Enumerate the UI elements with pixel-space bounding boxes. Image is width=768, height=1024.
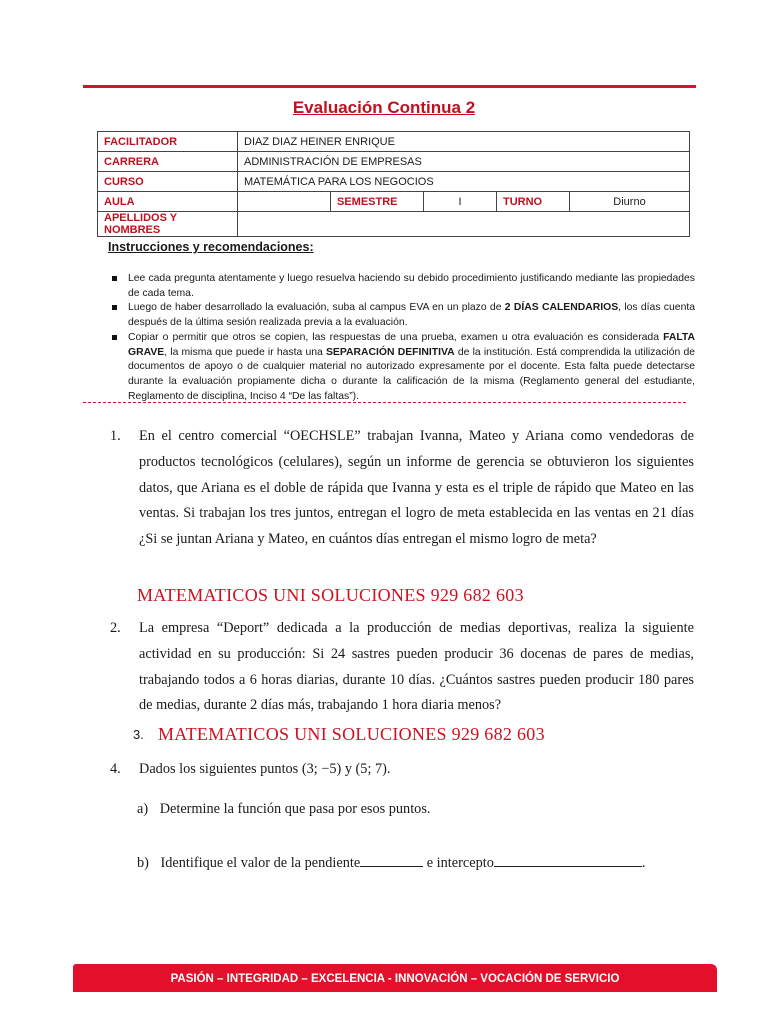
question-4-text: Dados los siguientes puntos (3; −5) y (5; 7). <box>139 761 391 777</box>
question-4 <box>112 757 694 783</box>
footer-motto: PASIÓN – INTEGRIDAD – EXCELENCIA - INNOVACIÓN – VOCACIÓN DE SERVICIO <box>170 973 620 985</box>
list-item: Luego de haber desarrollado la evaluación, suba al campus EVA en un plazo de 2 DÍAS CALENDARIOS, los días cuenta después de la última sesión realizada previa a la evaluación. <box>109 301 695 330</box>
semestre-label: SEMESTRE <box>331 192 424 212</box>
info-table <box>97 131 690 237</box>
question-4b <box>137 854 645 872</box>
slope-answer-blank[interactable] <box>360 854 423 867</box>
table-row <box>98 172 690 192</box>
question-1 <box>112 424 694 553</box>
question-2-text: La empresa “Deport” dedicada a la producción de medias deportivas, realiza la siguiente actividad en su producción: Si 24 sastres pueden producir 36 docenas de pares de medias, trabajando todos a 6 horas diarias, durante 10 días. ¿Cuántos sastres pueden producir 180 pares de medias, durante 2 días más, trabajando 1 hora diaria menos? <box>139 620 694 714</box>
aula-value <box>238 192 331 212</box>
aula-label: AULA <box>98 192 238 212</box>
table-row <box>98 152 690 172</box>
turno-value: Diurno <box>570 192 690 212</box>
question-4a-label: a) <box>137 801 149 817</box>
carrera-value: ADMINISTRACIÓN DE EMPRESAS <box>238 152 690 172</box>
question-4b-end: . <box>641 855 646 871</box>
curso-value: MATEMÁTICA PARA LOS NEGOCIOS <box>238 172 690 192</box>
intercept-answer-blank[interactable] <box>494 854 642 867</box>
question-4b-label: b) <box>137 855 149 871</box>
question-4b-text-intercept: e intercepto <box>423 855 494 871</box>
semestre-value: I <box>424 192 497 212</box>
footer-banner <box>73 964 717 992</box>
question-2 <box>112 616 694 719</box>
question-4a-text: Determine la función que pasa por esos puntos. <box>159 801 431 817</box>
turno-label: TURNO <box>497 192 570 212</box>
table-row <box>98 132 690 152</box>
apellidos-value <box>238 212 690 237</box>
instructions-title: Instrucciones y recomendaciones: <box>108 240 314 254</box>
question-1-text: En el centro comercial “OECHSLE” trabajan Ivanna, Mateo y Ariana como vendedoras de productos tecnológicos (celulares), según un informe de gerencia se obtuvieron los siguientes datos, que Ariana es el doble de rápida que Ivanna y esta es el triple de rápido que Mateo en las ventas. Si trabajan los tres juntos, entregan el logro de meta establecida en las ventas en 21 días ¿Si se juntan Ariana y Mateo, en cuántos días entregan el mismo logro de meta? <box>139 428 694 548</box>
question-4-number: 4. <box>110 761 121 777</box>
list-item: Lee cada pregunta atentamente y luego resuelva haciendo su debido procedimiento justificando mediante las propiedades de cada tema. <box>109 272 695 301</box>
list-item: Copiar o permitir que otros se copien, las respuestas de una prueba, examen u otra evaluación es considerada FALTA GRAVE, la misma que puede ir hasta una SEPARACIÓN DEFINITIVA de la institución. Está comprendida la utilización de documentos de apoyo o de cualquier material no autorizado expresamente por el docente. Esta falta puede detectarse durante la evaluación propiamente dicha o durante la calificación de la misma (Reglamento general del estudiante, Reglamento de disciplina, Inciso 4 “De las faltas”). <box>109 331 695 405</box>
question-1-number: 1. <box>110 428 121 444</box>
question-4a <box>137 801 430 818</box>
question-3-number: 3. <box>133 727 144 742</box>
facilitador-label: FACILITADOR <box>98 132 238 152</box>
instructions-list <box>109 272 695 404</box>
table-row <box>98 212 690 237</box>
curso-label: CURSO <box>98 172 238 192</box>
question-2-number: 2. <box>110 620 121 636</box>
promo-text-1: MATEMATICOS UNI SOLUCIONES 929 682 603 <box>137 585 524 605</box>
table-row <box>98 192 690 212</box>
question-4b-text-slope: Identifique el valor de la pendiente <box>160 855 361 871</box>
page-title: Evaluación Continua 2 <box>292 98 476 117</box>
apellidos-label: APELLIDOS Y NOMBRES <box>98 212 238 237</box>
dashed-separator <box>83 402 686 403</box>
promo-text-2: MATEMATICOS UNI SOLUCIONES 929 682 603 <box>158 724 545 744</box>
header-rule <box>83 85 696 88</box>
facilitador-value: DIAZ DIAZ HEINER ENRIQUE <box>238 132 690 152</box>
carrera-label: CARRERA <box>98 152 238 172</box>
